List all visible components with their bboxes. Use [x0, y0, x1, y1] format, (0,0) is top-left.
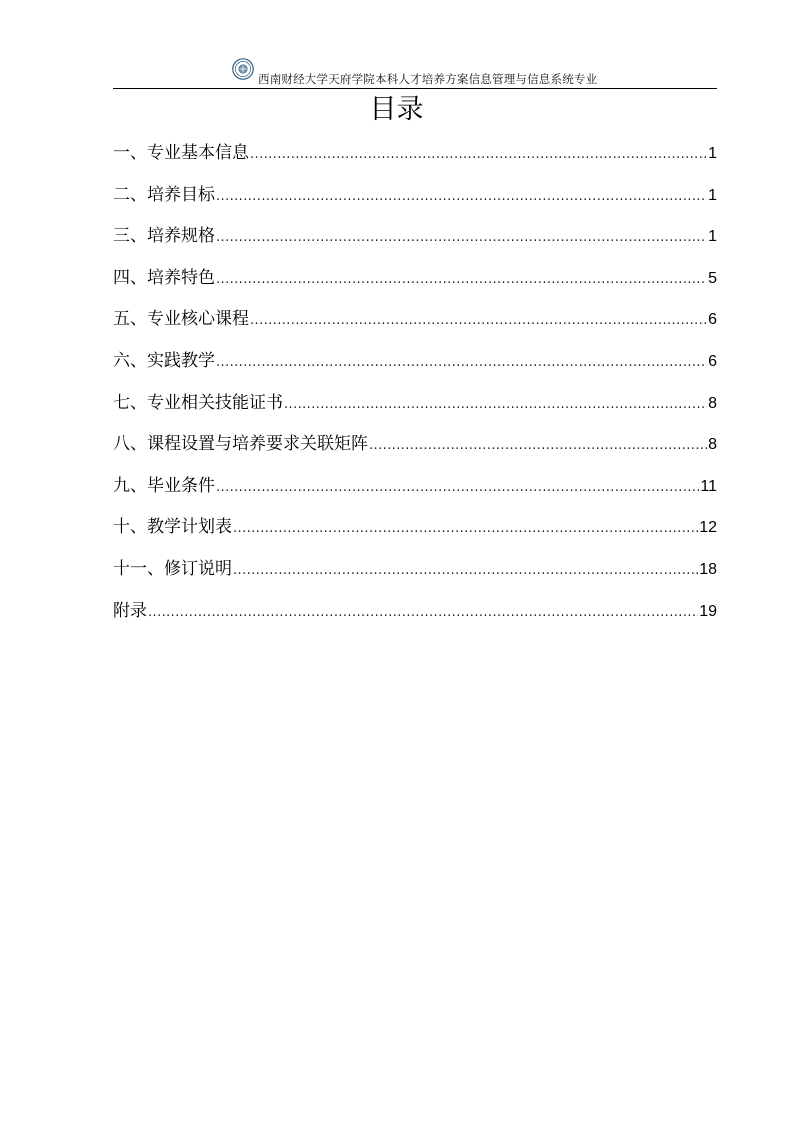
toc-entry-revision-notes[interactable]	[113, 554, 717, 596]
toc-entry-page: 8	[708, 394, 717, 412]
toc-entry-core-courses[interactable]	[113, 304, 717, 346]
toc-leader-dots	[216, 182, 707, 212]
toc-leader-dots	[148, 598, 698, 628]
toc-entry-page: 8	[708, 436, 717, 454]
toc-leader-dots	[369, 431, 707, 461]
toc-leader-dots	[284, 390, 707, 420]
toc-entry-page: 1	[708, 145, 717, 162]
toc-entry-label: 附录	[113, 600, 147, 621]
toc-entry-page: 19	[699, 602, 717, 620]
toc-entry-label: 五、专业核心课程	[113, 309, 249, 330]
toc-entry-label: 三、培养规格	[113, 226, 215, 247]
toc-entry-practice-teaching[interactable]	[113, 346, 717, 388]
toc-entry-label: 十、教学计划表	[113, 517, 232, 538]
toc-leader-dots	[250, 140, 707, 170]
university-seal-icon	[232, 58, 254, 80]
toc-entry-training-specs[interactable]	[113, 221, 717, 263]
toc-entry-page: 6	[708, 311, 717, 329]
toc-entry-label: 一、专业基本信息	[113, 143, 249, 163]
toc-title: 目录	[369, 94, 424, 125]
toc-leader-dots	[216, 348, 707, 378]
toc-entry-label: 七、专业相关技能证书	[113, 392, 283, 413]
toc-entry-page: 1	[708, 186, 717, 204]
toc-entry-training-goals[interactable]	[113, 180, 717, 222]
toc-entry-label: 九、毕业条件	[113, 475, 215, 496]
header-text: 西南财经大学天府学院本科人才培养方案信息管理与信息系统专业	[258, 72, 598, 86]
toc-leader-dots	[216, 223, 707, 253]
toc-entry-graduation-requirements[interactable]	[113, 471, 717, 513]
toc-leader-dots	[250, 306, 707, 336]
toc-entry-page: 12	[699, 519, 717, 537]
toc-entry-label: 六、实践教学	[113, 350, 215, 371]
toc-entry-skill-certificates[interactable]	[113, 388, 717, 430]
toc-entry-page: 6	[708, 352, 717, 370]
table-of-contents	[113, 138, 717, 637]
toc-entry-page: 1	[708, 228, 717, 246]
toc-entry-training-features[interactable]	[113, 263, 717, 305]
toc-entry-course-matrix[interactable]	[113, 429, 717, 471]
toc-leader-dots	[233, 556, 698, 586]
toc-entry-appendix[interactable]	[113, 596, 717, 638]
toc-entry-label: 四、培养特色	[113, 267, 215, 288]
toc-leader-dots	[216, 265, 707, 295]
toc-leader-dots	[216, 473, 699, 503]
toc-leader-dots	[233, 514, 698, 544]
toc-entry-label: 八、课程设置与培养要求关联矩阵	[113, 434, 368, 455]
toc-entry-label: 二、培养目标	[113, 184, 215, 205]
toc-entry-page: 18	[699, 560, 717, 578]
toc-entry-teaching-plan[interactable]	[113, 512, 717, 554]
toc-entry-basic-info[interactable]	[113, 138, 717, 180]
toc-entry-page: 11	[700, 477, 717, 495]
page-header	[113, 58, 717, 89]
toc-entry-label: 十一、修订说明	[113, 558, 232, 579]
toc-entry-page: 5	[708, 269, 717, 287]
